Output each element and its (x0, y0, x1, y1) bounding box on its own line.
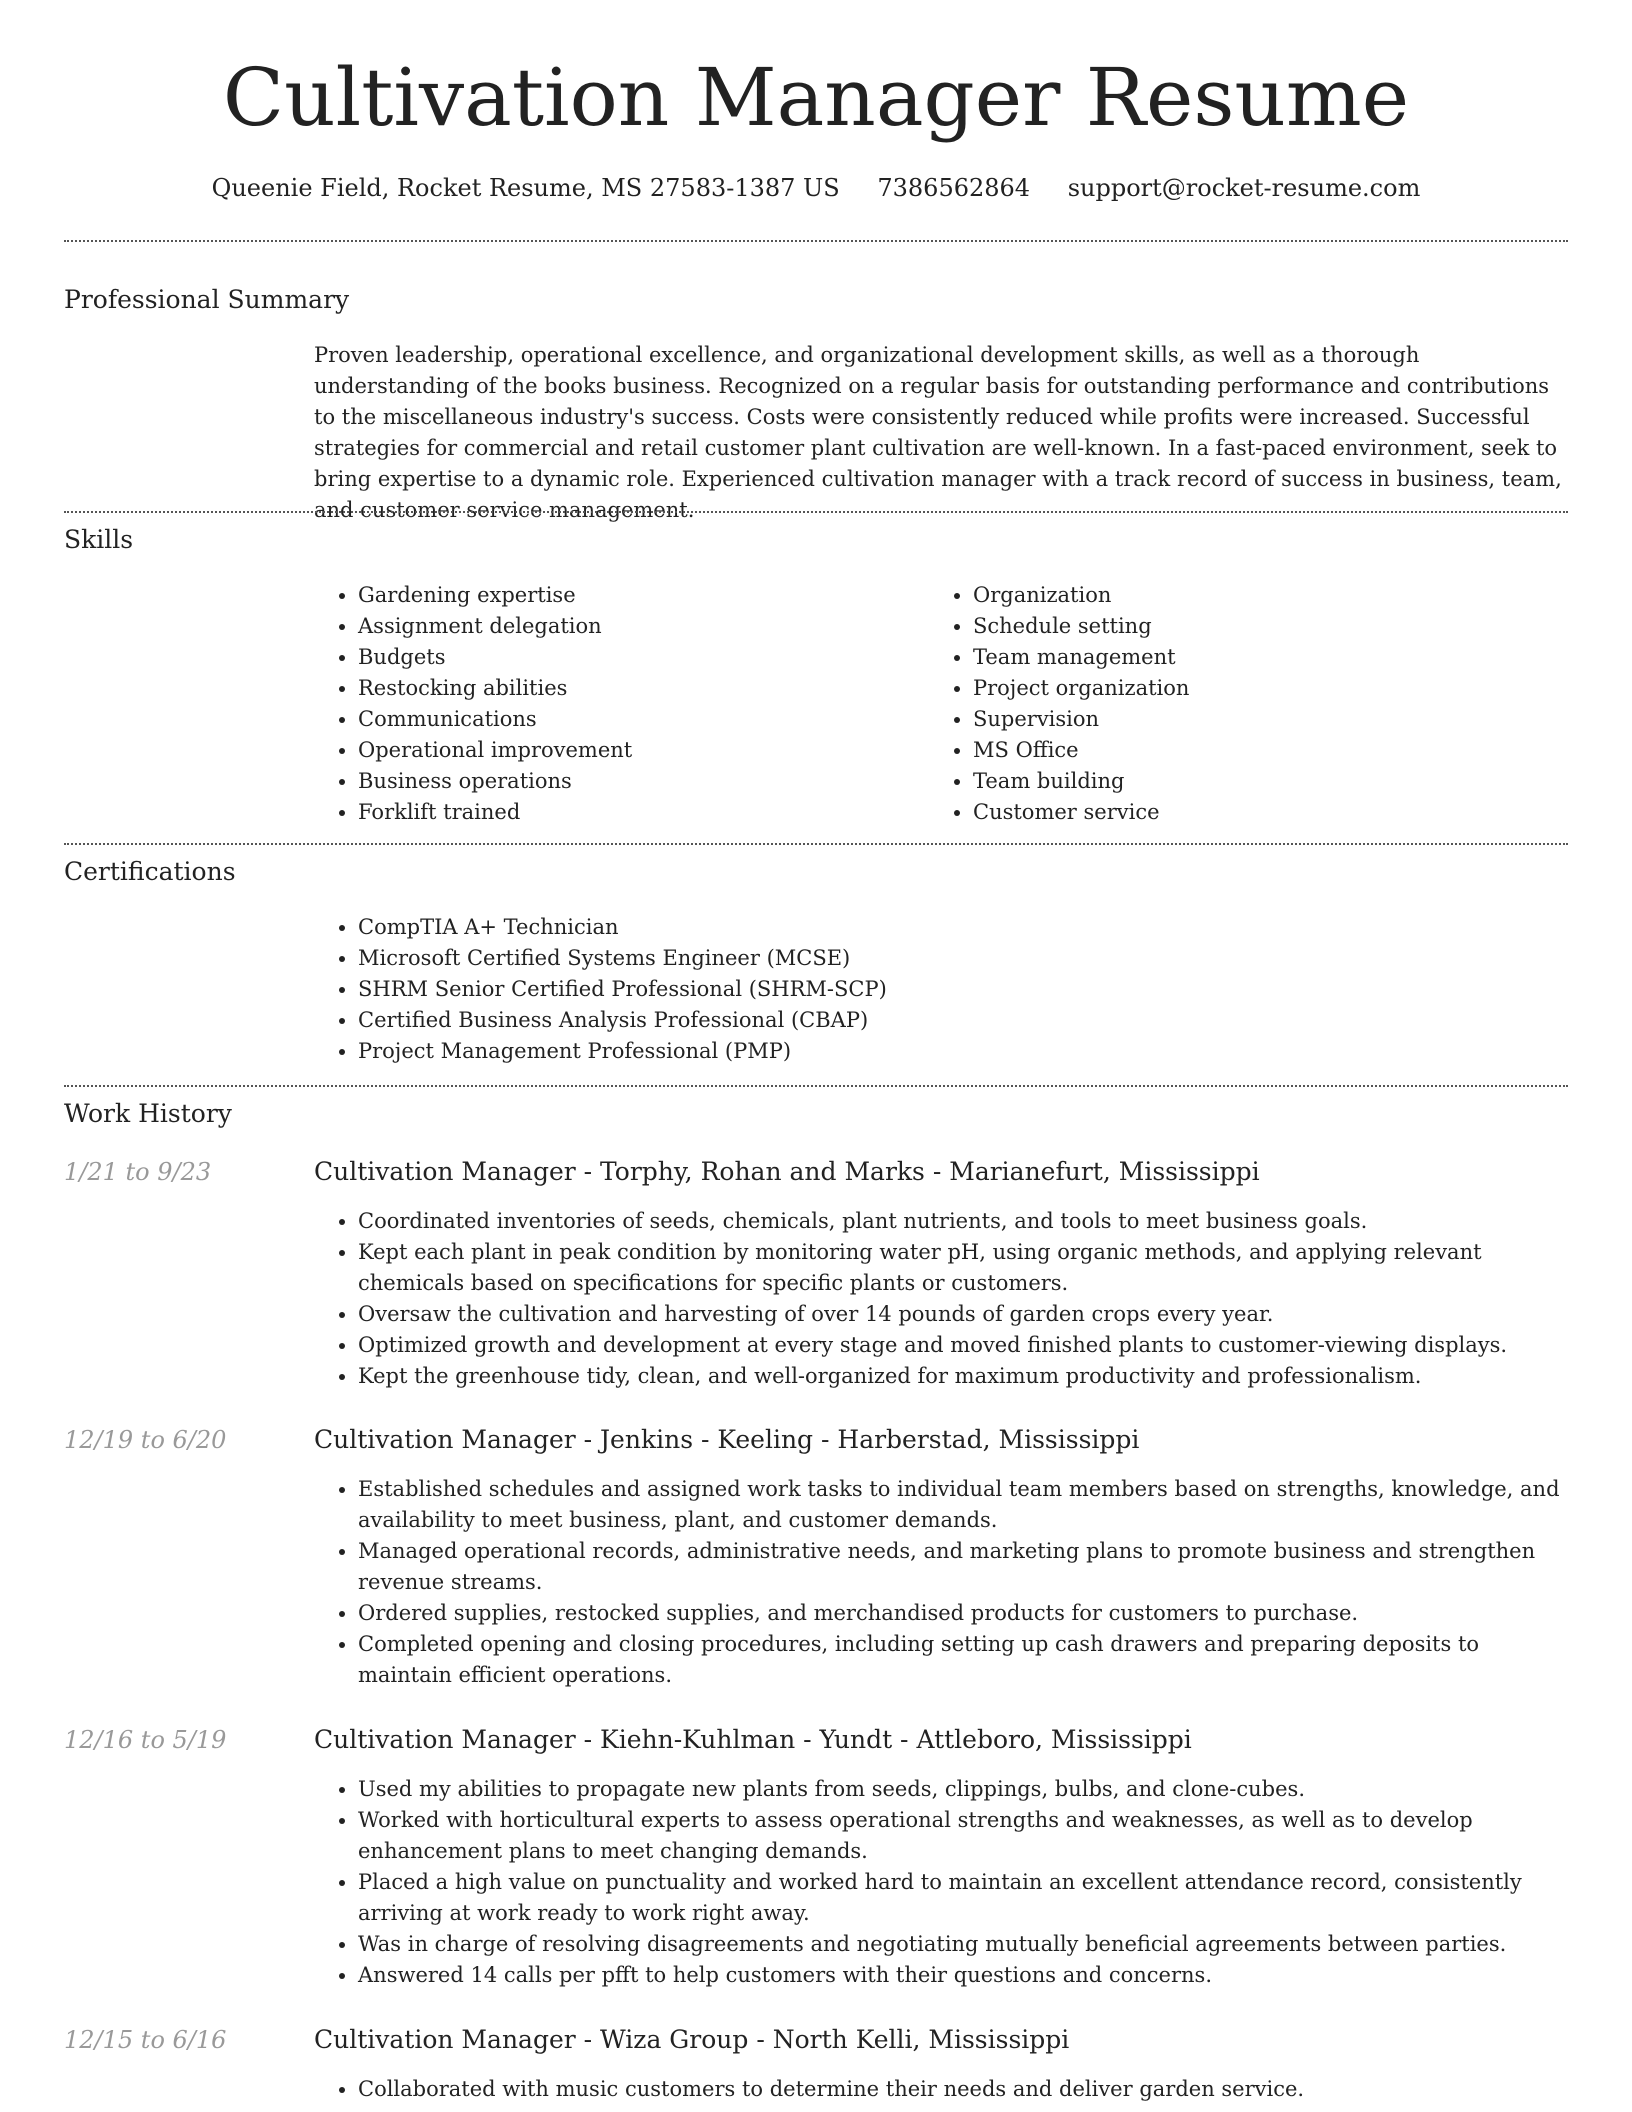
list-item: • Used my abilities to propagate new plants from seeds, clippings, bulbs, and clone-cubes. (358, 1774, 1568, 1805)
list-item: • Operational improvement (358, 735, 928, 766)
list-item: • Schedule setting (973, 611, 1573, 642)
list-item: • Ordered supplies, restocked supplies, and merchandised products for customers to purchase. (358, 1598, 1568, 1629)
list-item: • SHRM Senior Certified Professional (SHRM-SCP) (358, 974, 1558, 1005)
list-item: • Collaborated with music customers to determine their needs and deliver garden service. (358, 2074, 1568, 2105)
job-dates: 1/21 to 9/23 (64, 1158, 212, 1186)
list-item: • Customer service (973, 797, 1573, 828)
section-heading-work-history: Work History (64, 1099, 232, 1128)
list-item: • Forklift trained (358, 797, 928, 828)
list-item: • Was in charge of resolving disagreements and negotiating mutually beneficial agreements between parties. (358, 1929, 1568, 1960)
section-heading-summary: Professional Summary (64, 285, 350, 314)
list-item: • Kept each plant in peak condition by monitoring water pH, using organic methods, and applying relevant chemicals based on specifications for specific plants or customers. (358, 1237, 1568, 1299)
list-item: • Optimized growth and development at every stage and moved finished plants to customer-viewing displays. (358, 1330, 1568, 1361)
page-title: Cultivation Manager Resume (222, 51, 1410, 144)
list-item: • Assignment delegation (358, 611, 928, 642)
job-title: Cultivation Manager - Wiza Group - North Kelli, Mississippi (314, 2025, 1070, 2054)
divider (64, 511, 1568, 513)
list-item: • Coordinated inventories of seeds, chemicals, plant nutrients, and tools to meet business goals. (358, 1206, 1568, 1237)
list-item: • Communications (358, 704, 928, 735)
list-item: • Oversaw the cultivation and harvesting of over 14 pounds of garden crops every year. (358, 1299, 1568, 1330)
job-dates: 12/16 to 5/19 (64, 1726, 227, 1754)
list-item: • Business operations (358, 766, 928, 797)
job-dates: 12/19 to 6/20 (64, 1426, 227, 1454)
skills-list-col1 (314, 580, 928, 828)
section-heading-skills: Skills (64, 525, 134, 554)
list-item: • Kept the greenhouse tidy, clean, and well-organized for maximum productivity and professionalism. (358, 1361, 1568, 1392)
job-bullets (314, 2074, 1568, 2105)
list-item: • Restocking abilities (358, 673, 928, 704)
list-item: • Gardening expertise (358, 580, 928, 611)
job-bullets (314, 1774, 1568, 1991)
list-item: • Microsoft Certified Systems Engineer (MCSE) (358, 943, 1558, 974)
list-item: • Placed a high value on punctuality and worked hard to maintain an excellent attendance record, consistently arriving at work ready to work right away. (358, 1867, 1568, 1929)
list-item: • Team management (973, 642, 1573, 673)
list-item: • Answered 14 calls per pfft to help customers with their questions and concerns. (358, 1960, 1568, 1991)
list-item: • Certified Business Analysis Professional (CBAP) (358, 1005, 1558, 1036)
divider (64, 843, 1568, 845)
contact-address: Queenie Field, Rocket Resume, MS 27583-1387 US (211, 174, 840, 202)
section-heading-certifications: Certifications (64, 857, 236, 886)
list-item: • CompTIA A+ Technician (358, 912, 1558, 943)
contact-line (0, 172, 1632, 204)
list-item: • Organization (973, 580, 1573, 611)
job-title: Cultivation Manager - Torphy, Rohan and Marks - Marianefurt, Mississippi (314, 1157, 1260, 1186)
certifications-list (314, 912, 1558, 1067)
list-item: • MS Office (973, 735, 1573, 766)
job-title: Cultivation Manager - Kiehn-Kuhlman - Yundt - Attleboro, Mississippi (314, 1725, 1192, 1754)
list-item: • Project organization (973, 673, 1573, 704)
list-item: • Managed operational records, administrative needs, and marketing plans to promote business and strengthen revenue streams. (358, 1536, 1568, 1598)
job-dates: 12/15 to 6/16 (64, 2026, 227, 2054)
list-item: • Worked with horticultural experts to assess operational strengths and weaknesses, as well as to develop enhancement plans to meet changing demands. (358, 1805, 1568, 1867)
summary-text: Proven leadership, operational excellence, and organizational development skills, as well as a thorough understanding of the books business. Recognized on a regular basis for outstanding performance and contributions to the miscellaneous industry's success. Costs were consistently reduced while profits were increased. Successful strategies for commercial and retail customer plant cultivation are well-known. In a fast-paced environment, seek to bring expertise to a dynamic role. Experienced cultivation manager with a track record of success in business, team, and customer service management. (314, 343, 1562, 522)
divider (64, 240, 1568, 242)
skills-list-col2 (929, 580, 1573, 828)
list-item: • Team building (973, 766, 1573, 797)
contact-phone: 7386562864 (877, 174, 1031, 202)
contact-email[interactable]: support@rocket-resume.com (1067, 174, 1421, 202)
list-item: • Completed opening and closing procedures, including setting up cash drawers and preparing deposits to maintain efficient operations. (358, 1629, 1568, 1691)
divider (64, 1085, 1568, 1087)
job-title: Cultivation Manager - Jenkins - Keeling - Harberstad, Mississippi (314, 1425, 1140, 1454)
job-bullets (314, 1474, 1568, 1691)
list-item: • Supervision (973, 704, 1573, 735)
job-bullets (314, 1206, 1568, 1392)
list-item: • Project Management Professional (PMP) (358, 1036, 1558, 1067)
list-item: • Established schedules and assigned work tasks to individual team members based on strengths, knowledge, and availability to meet business, plant, and customer demands. (358, 1474, 1568, 1536)
list-item: • Budgets (358, 642, 928, 673)
